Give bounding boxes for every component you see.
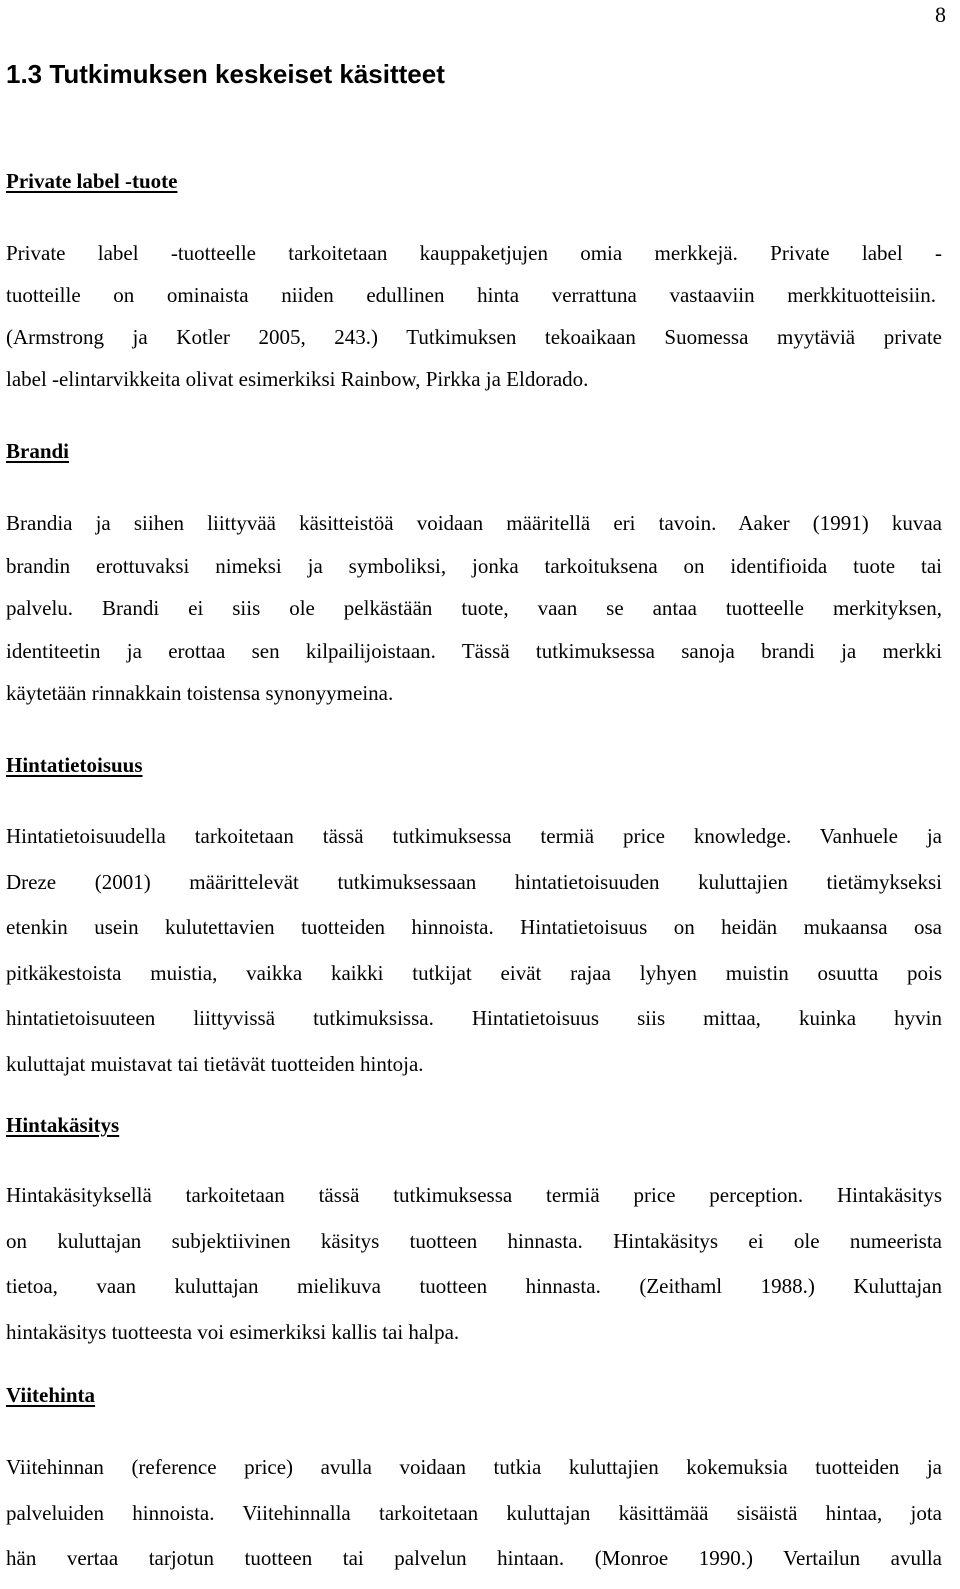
paragraph-private-label [6, 232, 942, 400]
term-heading-hintakasitys: Hintakäsitys [6, 1113, 120, 1137]
paragraph-line: hän vertaa tarjotun tuotteen tai palvelun hintaan. (Monroe 1990.) Vertailun avulla [6, 1546, 942, 1570]
paragraph-line: Brandia ja siihen liittyvää käsitteistöä voidaan määritellä eri tavoin. Aaker (1991) kuvaa [6, 511, 942, 535]
term-heading-viitehinta: Viitehinta [6, 1383, 96, 1407]
paragraph-viitehinta [6, 1445, 942, 1582]
section-heading: 1.3 Tutkimuksen keskeiset käsitteet [6, 59, 445, 89]
paragraph-line: palvelu. Brandi ei siis ole pelkästään tuote, vaan se antaa tuotteelle merkityksen, [6, 596, 942, 620]
term-heading-private-label: Private label -tuote [6, 169, 178, 193]
paragraph-line: Hintakäsityksellä tarkoitetaan tässä tutkimuksessa termiä price perception. Hintakäsitys [6, 1183, 942, 1207]
paragraph-line: Hintatietoisuudella tarkoitetaan tässä tutkimuksessa termiä price knowledge. Vanhuele ja [6, 824, 942, 848]
paragraph-line: Viitehinnan (reference price) avulla voidaan tutkia kuluttajien kokemuksia tuotteiden ja [6, 1455, 942, 1479]
paragraph-line: on kuluttajan subjektiivinen käsitys tuotteen hinnasta. Hintakäsitys ei ole numeerista [6, 1228, 942, 1253]
term-heading-brandi: Brandi [6, 439, 70, 463]
paragraph-line: pitkäkestoista muistia, vaikka kaikki tutkijat eivät rajaa lyhyen muistin osuutta pois [6, 960, 942, 985]
paragraph-brandi [6, 502, 942, 715]
paragraph-line: Dreze (2001) määrittelevät tutkimuksessaan hintatietoisuuden kuluttajien tietämykseksi [6, 869, 942, 894]
page-number: 8 [935, 2, 946, 27]
paragraph-line: tietoa, vaan kuluttajan mielikuva tuotteen hinnasta. (Zeithaml 1988.) Kuluttajan [6, 1274, 942, 1298]
paragraph-line: label -elintarvikkeita olivat esimerkiksi Rainbow, Pirkka ja Eldorado. [6, 367, 589, 391]
paragraph-line: Private label -tuotteelle tarkoitetaan kauppaketjujen omia merkkejä. Private label - [6, 241, 942, 265]
paragraph-line: identiteetin ja erottaa sen kilpailijoistaan. Tässä tutkimuksessa sanoja brandi ja merkki [6, 638, 942, 663]
paragraph-line: (Armstrong ja Kotler 2005, 243.) Tutkimuksen tekoaikaan Suomessa myytäviä private [6, 325, 942, 349]
paragraph-line: tuotteille on ominaista niiden edullinen hinta verrattuna vastaaviin merkkituotteisiin. [6, 283, 936, 307]
paragraph-line: kuluttajat muistavat tai tietävät tuotteiden hintoja. [6, 1051, 424, 1076]
paragraph-line: hintakäsitys tuotteesta voi esimerkiksi kallis tai halpa. [6, 1319, 460, 1344]
paragraph-line: palveluiden hinnoista. Viitehinnalla tarkoitetaan kuluttajan käsittämää sisäistä hintaa, jota [6, 1500, 942, 1525]
paragraph-line: brandin erottuvaksi nimeksi ja symboliksi, jonka tarkoituksena on identifioida tuote tai [6, 553, 942, 578]
paragraph-hintakasitys [6, 1173, 942, 1355]
paragraph-line: hintatietoisuuteen liittyvissä tutkimuksissa. Hintatietoisuus siis mittaa, kuinka hyvin [6, 1006, 942, 1030]
paragraph-line: käytetään rinnakkain toistensa synonyymeina. [6, 681, 394, 705]
term-heading-hintatietoisuus: Hintatietoisuus [6, 753, 143, 777]
paragraph-line: etenkin usein kulutettavien tuotteiden hinnoista. Hintatietoisuus on heidän mukaansa osa [6, 915, 942, 939]
paragraph-hintatietoisuus [6, 814, 942, 1087]
